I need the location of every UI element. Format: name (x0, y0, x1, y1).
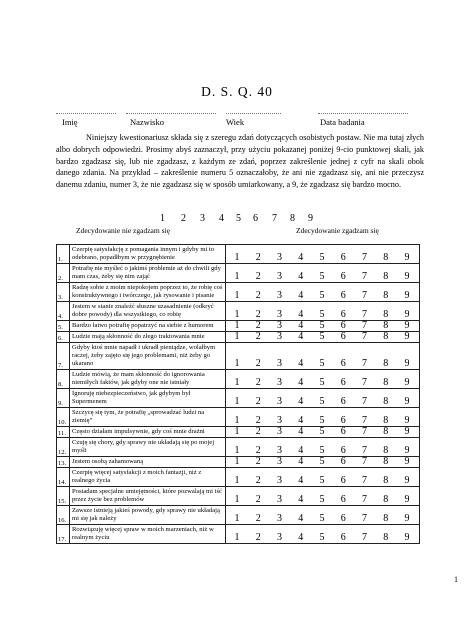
rating-option[interactable]: 7 (362, 532, 367, 543)
rating-option[interactable]: 9 (404, 513, 410, 524)
rating-option[interactable]: 2 (255, 396, 261, 407)
date-line (318, 113, 408, 114)
rating-option[interactable]: 6 (340, 377, 346, 388)
rating-option[interactable]: 6 (340, 494, 346, 505)
rating-option[interactable]: 8 (383, 475, 389, 486)
rating-option[interactable]: 1 (234, 396, 240, 407)
rating-options (226, 427, 419, 437)
rating-options (226, 533, 419, 543)
name-line (56, 113, 116, 114)
item-rating-scale (226, 457, 420, 468)
item-statement: Rozwiązuję więcej spraw w moich marzeniach, niż w realnym życiu (70, 525, 226, 544)
item-row (57, 321, 420, 332)
rating-option[interactable]: 7 (362, 290, 367, 301)
field-date-label: Data badania (320, 117, 365, 127)
item-row (57, 438, 420, 457)
rating-option[interactable]: 6 (340, 396, 346, 407)
rating-option[interactable]: 2 (255, 494, 261, 505)
rating-option[interactable]: 6 (340, 532, 346, 543)
rating-options (226, 291, 419, 301)
rating-option[interactable]: 3 (277, 309, 282, 320)
rating-option[interactable]: 4 (298, 290, 304, 301)
rating-option[interactable]: 7 (362, 426, 367, 437)
item-statement: Jestem osobą zahamowaną (70, 457, 226, 468)
item-row (57, 427, 420, 438)
rating-option[interactable]: 1 (234, 494, 240, 505)
item-number: 17. (57, 525, 70, 544)
rating-option[interactable]: 9 (404, 494, 410, 505)
rating-option[interactable]: 9 (404, 309, 410, 320)
item-statement: Gdyby ktoś mnie napadł i ukradł pieniądze, wolałbym raczej, żeby zajęto się jego problemami, niż żeby go ukarano (70, 343, 226, 370)
item-number: 2. (57, 264, 70, 283)
rating-option[interactable]: 5 (319, 426, 325, 437)
rating-option[interactable]: 1 (234, 358, 240, 369)
rating-option[interactable]: 5 (319, 456, 325, 467)
rating-option[interactable]: 3 (277, 494, 282, 505)
items-body (57, 245, 420, 544)
item-rating-scale (226, 468, 420, 487)
rating-option[interactable]: 2 (255, 358, 261, 369)
rating-option[interactable]: 8 (383, 320, 389, 331)
rating-option[interactable]: 2 (255, 331, 261, 342)
item-statement: Czuję się chory, gdy sprawy nie układają się po mojej myśli (70, 438, 226, 457)
rating-option[interactable]: 6 (340, 456, 346, 467)
rating-option[interactable]: 5 (319, 309, 325, 320)
item-rating-scale (226, 487, 420, 506)
rating-option[interactable]: 1 (234, 532, 240, 543)
rating-option[interactable]: 7 (362, 513, 367, 524)
rating-option[interactable]: 6 (340, 309, 346, 320)
item-number: 9. (57, 389, 70, 408)
rating-option[interactable]: 5 (319, 415, 325, 426)
rating-option[interactable]: 8 (383, 331, 389, 342)
rating-options (226, 378, 419, 388)
item-rating-scale (226, 506, 420, 525)
scale-number: 2 (181, 213, 186, 224)
rating-option[interactable]: 2 (255, 320, 261, 331)
item-statement: Często działam impulsywnie, gdy coś mnie drażni (70, 427, 226, 438)
item-number: 5. (57, 321, 70, 332)
rating-option[interactable]: 2 (255, 475, 261, 486)
rating-option[interactable]: 9 (404, 320, 410, 331)
item-row (57, 283, 420, 302)
item-number: 6. (57, 332, 70, 343)
rating-option[interactable]: 7 (362, 358, 367, 369)
rating-option[interactable]: 2 (255, 252, 261, 263)
rating-option[interactable]: 1 (234, 320, 240, 331)
rating-option[interactable]: 8 (383, 445, 389, 456)
rating-option[interactable]: 2 (255, 377, 261, 388)
rating-option[interactable]: 1 (234, 252, 240, 263)
rating-options (226, 332, 419, 342)
item-number: 11. (57, 427, 70, 438)
rating-option[interactable]: 5 (319, 494, 325, 505)
rating-option[interactable]: 8 (383, 290, 389, 301)
rating-option[interactable]: 3 (277, 358, 282, 369)
rating-option[interactable]: 7 (362, 309, 367, 320)
rating-options (226, 416, 419, 426)
rating-option[interactable]: 8 (383, 532, 389, 543)
rating-option[interactable]: 6 (340, 331, 346, 342)
rating-option[interactable]: 2 (255, 456, 261, 467)
item-number: 7. (57, 343, 70, 370)
rating-option[interactable]: 4 (298, 271, 304, 282)
instructions-text: Niniejszy kwestionariusz składa się z szeregu zdań dotyczących osobistych postaw. Nie ma tutaj złych albo dobrych odpowiedzi. Prosimy abyś zaznaczył, przy użyciu pokazanej poniżej 9-cio punktowej skali, jak bardzo zgadzasz się, lub nie zgadzasz, z każdym ze zdań, poprzez zakreślenie jednej z cyfr na skali obok danego zdania. Na przykład – zakreślenie numeru 5 oznaczałoby, że ani nie zgadzasz się, ani nie przeczysz danemu zdaniu, numer 3, że nie zgadzasz się w sposób umiarkowany, a 9, że zgadzasz się bardzo mocno. (56, 133, 424, 190)
rating-option[interactable]: 3 (277, 252, 282, 263)
rating-options (226, 457, 419, 467)
rating-option[interactable]: 5 (319, 445, 325, 456)
item-rating-scale (226, 427, 420, 438)
rating-option[interactable]: 7 (362, 445, 367, 456)
personal-fields (0, 117, 474, 129)
rating-option[interactable]: 9 (404, 252, 410, 263)
item-number: 16. (57, 506, 70, 525)
item-number: 4. (57, 302, 70, 321)
rating-option[interactable]: 4 (298, 396, 304, 407)
items-table (56, 244, 420, 544)
item-rating-scale (226, 321, 420, 332)
rating-option[interactable]: 4 (298, 532, 304, 543)
item-rating-scale (226, 389, 420, 408)
rating-options (226, 495, 419, 505)
scale-number: 7 (272, 213, 277, 224)
item-rating-scale (226, 302, 420, 321)
rating-option[interactable]: 7 (362, 456, 367, 467)
rating-option[interactable]: 3 (277, 475, 282, 486)
rating-option[interactable]: 6 (340, 445, 346, 456)
rating-option[interactable]: 1 (234, 290, 240, 301)
rating-option[interactable]: 2 (255, 513, 261, 524)
rating-option[interactable]: 2 (255, 290, 261, 301)
item-statement: Szczycę się tym, że potrafię „sprowadzać ludzi na ziemię” (70, 408, 226, 427)
scale-number: 1 (160, 213, 165, 224)
rating-option[interactable]: 4 (298, 252, 304, 263)
item-row (57, 245, 420, 264)
item-row (57, 264, 420, 283)
item-statement: Posiadam specjalne umiejętności, które pozwalają mi iść przez życie bez problemów (70, 487, 226, 506)
rating-option[interactable]: 9 (404, 445, 410, 456)
rating-option[interactable]: 6 (340, 513, 346, 524)
rating-options (226, 310, 419, 320)
instructions (56, 132, 424, 191)
scale-right-label: Zdecydowanie zgadzam się (296, 226, 379, 235)
item-statement: Zawsze istnieją jakieś powody, gdy sprawy nie układają mi się jak należy (70, 506, 226, 525)
rating-option[interactable]: 8 (383, 426, 389, 437)
item-statement: Ludzie mówią, że mam skłonność do ignorowania niemiłych faktów, jak gdyby one nie istniały (70, 370, 226, 389)
rating-option[interactable]: 2 (255, 532, 261, 543)
item-row (57, 332, 420, 343)
rating-option[interactable]: 4 (298, 415, 304, 426)
rating-option[interactable]: 5 (319, 377, 325, 388)
item-number: 3. (57, 283, 70, 302)
rating-option[interactable]: 8 (383, 358, 389, 369)
rating-option[interactable]: 1 (234, 475, 240, 486)
item-number: 12. (57, 438, 70, 457)
item-statement: Radzę sobie z moim niepokojem poprzez to, że robię coś konstruktywnego i twórczego, jak rysowanie i pisanie (70, 283, 226, 302)
scale-anchors (0, 226, 474, 238)
rating-option[interactable]: 4 (298, 445, 304, 456)
rating-option[interactable]: 1 (234, 513, 240, 524)
item-statement: Czerpię więcej satysfakcji z moich fantazji, niż z realnego życia (70, 468, 226, 487)
rating-option[interactable]: 5 (319, 513, 325, 524)
item-rating-scale (226, 525, 420, 544)
rating-option[interactable]: 3 (277, 426, 282, 437)
rating-option[interactable]: 5 (319, 271, 325, 282)
rating-option[interactable]: 7 (362, 415, 367, 426)
rating-option[interactable]: 7 (362, 331, 367, 342)
rating-option[interactable]: 8 (383, 456, 389, 467)
item-statement: Potrafię nie myśleć o jakimś problemie aż do chwili gdy mam czas, żeby się nim zająć (70, 264, 226, 283)
scale-number: 5 (236, 213, 241, 224)
rating-option[interactable]: 9 (404, 377, 410, 388)
rating-option[interactable]: 9 (404, 271, 410, 282)
rating-option[interactable]: 5 (319, 252, 325, 263)
questionnaire-title: D. S. Q. 40 (201, 84, 273, 99)
item-statement: Bardzo łatwo potrafię popatrzyć na siebie z humorem (70, 321, 226, 332)
rating-option[interactable]: 1 (234, 271, 240, 282)
age-line (226, 113, 281, 114)
rating-option[interactable]: 3 (277, 377, 282, 388)
item-rating-scale (226, 438, 420, 457)
item-number: 8. (57, 370, 70, 389)
item-row (57, 457, 420, 468)
scale-left-label: Zdecydowanie nie zgadzam się (76, 226, 170, 235)
rating-options (226, 397, 419, 407)
item-number: 1. (57, 245, 70, 264)
item-rating-scale (226, 264, 420, 283)
rating-option[interactable]: 2 (255, 415, 261, 426)
rating-options (226, 446, 419, 456)
scale-number: 3 (200, 213, 205, 224)
rating-option[interactable]: 8 (383, 271, 389, 282)
rating-option[interactable]: 3 (277, 445, 282, 456)
rating-option[interactable]: 6 (340, 358, 346, 369)
rating-option[interactable]: 6 (340, 290, 346, 301)
rating-option[interactable]: 9 (404, 396, 410, 407)
rating-option[interactable]: 8 (383, 415, 389, 426)
rating-option[interactable]: 6 (340, 271, 346, 282)
rating-option[interactable]: 9 (404, 475, 410, 486)
rating-option[interactable]: 4 (298, 320, 304, 331)
rating-option[interactable]: 4 (298, 513, 304, 524)
rating-option[interactable]: 5 (319, 358, 325, 369)
scale-numbers (0, 213, 474, 225)
rating-option[interactable]: 7 (362, 320, 367, 331)
rating-option[interactable]: 5 (319, 396, 325, 407)
item-statement: Ludzie mają skłonność do złego traktowania mnie (70, 332, 226, 343)
rating-options (226, 514, 419, 524)
rating-option[interactable]: 7 (362, 252, 367, 263)
rating-option[interactable]: 2 (255, 309, 261, 320)
field-age-label: Wiek (226, 117, 245, 127)
rating-option[interactable]: 7 (362, 271, 367, 282)
item-rating-scale (226, 370, 420, 389)
rating-option[interactable]: 8 (383, 494, 389, 505)
rating-option[interactable]: 9 (404, 426, 410, 437)
rating-option[interactable]: 4 (298, 331, 304, 342)
rating-option[interactable]: 9 (404, 331, 410, 342)
scale-number: 4 (219, 213, 224, 224)
rating-options (226, 321, 419, 331)
rating-option[interactable]: 5 (319, 532, 325, 543)
rating-option[interactable]: 6 (340, 252, 346, 263)
field-name-label: Imię (62, 117, 78, 127)
rating-option[interactable]: 9 (404, 290, 410, 301)
item-row (57, 506, 420, 525)
rating-option[interactable]: 9 (404, 456, 410, 467)
page-number: 1 (454, 575, 458, 584)
rating-option[interactable]: 3 (277, 396, 282, 407)
item-number: 14. (57, 468, 70, 487)
rating-option[interactable]: 8 (383, 513, 389, 524)
rating-option[interactable]: 6 (340, 415, 346, 426)
scale-number: 9 (308, 213, 313, 224)
rating-options (226, 253, 419, 263)
rating-option[interactable]: 6 (340, 320, 346, 331)
surname-line (126, 113, 216, 114)
scale-number: 8 (290, 213, 295, 224)
rating-option[interactable]: 3 (277, 290, 282, 301)
rating-option[interactable]: 5 (319, 331, 325, 342)
rating-option[interactable]: 5 (319, 320, 325, 331)
rating-option[interactable]: 4 (298, 309, 304, 320)
rating-option[interactable]: 3 (277, 271, 282, 282)
rating-option[interactable]: 4 (298, 377, 304, 388)
item-rating-scale (226, 343, 420, 370)
rating-option[interactable]: 4 (298, 475, 304, 486)
item-rating-scale (226, 245, 420, 264)
rating-option[interactable]: 3 (277, 415, 282, 426)
rating-option[interactable]: 8 (383, 377, 389, 388)
item-number: 10. (57, 408, 70, 427)
rating-option[interactable]: 1 (234, 426, 240, 437)
item-rating-scale (226, 283, 420, 302)
rating-option[interactable]: 1 (234, 415, 240, 426)
fill-in-lines (56, 113, 424, 115)
rating-option[interactable]: 3 (277, 331, 282, 342)
rating-option[interactable]: 9 (404, 415, 410, 426)
rating-option[interactable]: 6 (340, 475, 346, 486)
rating-option[interactable]: 1 (234, 456, 240, 467)
rating-option[interactable]: 9 (404, 532, 410, 543)
rating-option[interactable]: 8 (383, 309, 389, 320)
rating-option[interactable]: 4 (298, 456, 304, 467)
rating-option[interactable]: 5 (319, 290, 325, 301)
rating-option[interactable]: 8 (383, 252, 389, 263)
rating-option[interactable]: 7 (362, 494, 367, 505)
item-row (57, 468, 420, 487)
rating-option[interactable]: 9 (404, 358, 410, 369)
rating-option[interactable]: 7 (362, 396, 367, 407)
item-statement: Czerpię satysfakcję z pomagania innym i gdyby mi to odebrano, popadłbym w przygnębienie (70, 245, 226, 264)
rating-options (226, 359, 419, 369)
rating-option[interactable]: 2 (255, 271, 261, 282)
item-rating-scale (226, 408, 420, 427)
rating-option[interactable]: 1 (234, 331, 240, 342)
item-row (57, 389, 420, 408)
item-rating-scale (226, 332, 420, 343)
rating-option[interactable]: 3 (277, 320, 282, 331)
rating-option[interactable]: 1 (234, 445, 240, 456)
rating-option[interactable]: 3 (277, 456, 282, 467)
rating-option[interactable]: 3 (277, 532, 282, 543)
item-row (57, 408, 420, 427)
rating-option[interactable]: 6 (340, 426, 346, 437)
rating-option[interactable]: 7 (362, 475, 367, 486)
item-row (57, 343, 420, 370)
item-number: 15. (57, 487, 70, 506)
rating-option[interactable]: 4 (298, 426, 304, 437)
rating-option[interactable]: 3 (277, 513, 282, 524)
item-row (57, 487, 420, 506)
item-statement: Jestem w stanie znaleźć słuszne uzasadnienie (odkryć dobre powody) dla wszystkiego, co robię (70, 302, 226, 321)
field-surname-label: Nazwisko (130, 117, 164, 127)
rating-option[interactable]: 2 (255, 445, 261, 456)
rating-option[interactable]: 4 (298, 358, 304, 369)
item-statement: Ignoruję niebezpieczeństwo, jak gdybym był Supermenem (70, 389, 226, 408)
rating-option[interactable]: 2 (255, 426, 261, 437)
rating-options (226, 476, 419, 486)
item-row (57, 525, 420, 544)
rating-option[interactable]: 1 (234, 309, 240, 320)
rating-option[interactable]: 5 (319, 475, 325, 486)
rating-option[interactable]: 7 (362, 377, 367, 388)
item-row (57, 370, 420, 389)
rating-options (226, 272, 419, 282)
rating-option[interactable]: 1 (234, 377, 240, 388)
rating-option[interactable]: 4 (298, 494, 304, 505)
scale-number: 6 (253, 213, 258, 224)
item-row (57, 302, 420, 321)
item-number: 13. (57, 457, 70, 468)
rating-option[interactable]: 8 (383, 396, 389, 407)
